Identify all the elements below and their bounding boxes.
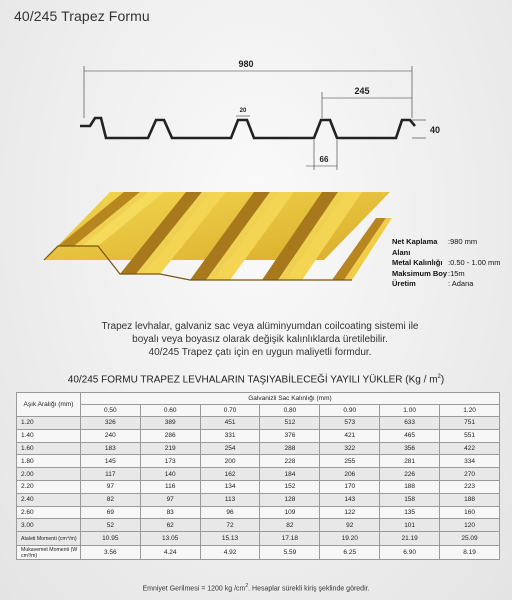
table-cell: 226 [380,468,440,481]
table-cell: 5.59 [260,546,320,560]
specs-list [392,237,501,290]
table-cell: 62 [140,519,200,532]
table-cell: 573 [320,417,380,430]
table-cell: 255 [320,455,380,468]
table-body [17,417,500,560]
table-cell: 183 [80,442,140,455]
table-cell: 633 [380,417,440,430]
table-cell: 17.18 [260,532,320,546]
table-row [17,442,500,455]
table-cell: 219 [140,442,200,455]
table-cell: 270 [440,468,500,481]
table-title-end: ) [440,374,445,386]
table-cell: 281 [380,455,440,468]
dim-rib-bottom-label: 66 [319,155,329,164]
table-cell: 465 [380,429,440,442]
row-label: Mukavemet Momenti (W cm³/m) [17,546,81,560]
spec-value: :0.50 - 1.00 mm [448,258,501,267]
footnote [0,583,512,592]
table-cell: 322 [320,442,380,455]
dim-height-label: 40 [430,125,441,135]
table-cell: 109 [260,506,320,519]
table-cell: 162 [200,468,260,481]
table-title [0,374,512,385]
table-row [17,546,500,560]
table-cell: 116 [140,480,200,493]
table-cell: 113 [200,493,260,506]
spec-value: :980 mm [448,237,478,246]
table-row [17,532,500,546]
table-cell: 4.92 [200,546,260,560]
thickness-header: 0.50 [80,405,140,417]
table-cell: 288 [260,442,320,455]
table-cell: 451 [200,417,260,430]
table-row [17,506,500,519]
description-line: Trapez levhalar, galvaniz sac veya alüminyumdan coilcoating sistemi ile [101,321,419,332]
table-cell: 135 [380,506,440,519]
row-label: 3.00 [17,519,81,532]
profile-drawing [0,40,512,180]
table-cell: 3.56 [80,546,140,560]
table-cell: 334 [440,455,500,468]
row-header: Aşık Aralığı (mm) [17,393,81,417]
table-cell: 389 [140,417,200,430]
trapezoid-sheet-illustration [40,188,392,288]
thickness-header: 0.70 [200,405,260,417]
table-row [17,493,500,506]
table-cell: 83 [140,506,200,519]
thickness-header-row [17,405,500,417]
spec-row [392,237,501,258]
table-cell: 128 [260,493,320,506]
table-row [17,417,500,430]
table-cell: 82 [80,493,140,506]
product-description [100,320,420,359]
table-cell: 4.24 [140,546,200,560]
table-cell: 184 [260,468,320,481]
table-cell: 286 [140,429,200,442]
table-cell: 97 [80,480,140,493]
table-cell: 200 [200,455,260,468]
table-cell: 69 [80,506,140,519]
table-cell: 173 [140,455,200,468]
spec-row [392,279,501,290]
table-cell: 15.13 [200,532,260,546]
thickness-header: 1.00 [380,405,440,417]
spec-value: : Adana [448,279,474,288]
table-title-text: 40/245 FORMU TRAPEZ LEVHALARIN TAŞIYABİLECEĞİ YAYILI YÜKLER (Kg / m [67,374,438,386]
table-cell: 117 [80,468,140,481]
row-label: 2.40 [17,493,81,506]
table-row [17,429,500,442]
row-label: 1.40 [17,429,81,442]
row-label: 1.80 [17,455,81,468]
table-cell: 134 [200,480,260,493]
group-header: Galvanizli Sac Kalınlığı (mm) [80,393,499,405]
table-cell: 82 [260,519,320,532]
table-cell: 145 [80,455,140,468]
table-cell: 228 [260,455,320,468]
table-cell: 376 [260,429,320,442]
table-cell: 152 [260,480,320,493]
thickness-header: 1.20 [440,405,500,417]
dim-rib-top-label: 20 [239,108,247,114]
table-cell: 72 [200,519,260,532]
table-cell: 206 [320,468,380,481]
thickness-header: 0.90 [320,405,380,417]
table-cell: 223 [440,480,500,493]
table-cell: 21.19 [380,532,440,546]
table-cell: 188 [380,480,440,493]
table-row [17,480,500,493]
dim-pitch-label: 245 [354,86,370,96]
table-cell: 6.90 [380,546,440,560]
table-cell: 254 [200,442,260,455]
footnote-sup: 2 [245,583,249,589]
row-label: 1.20 [17,417,81,430]
footnote-text: Emniyet Gerilmesi = 1200 kg /cm [142,585,246,593]
table-cell: 331 [200,429,260,442]
table-cell: 170 [320,480,380,493]
table-cell: 240 [80,429,140,442]
load-table [16,392,500,560]
row-label: 2.20 [17,480,81,493]
table-cell: 8.19 [440,546,500,560]
footnote-end: . Hesaplar sürekli kiriş şeklinde göredir. [248,585,370,593]
spec-label: Üretim [392,279,416,288]
table-cell: 6.25 [320,546,380,560]
row-label: 2.60 [17,506,81,519]
table-cell: 10.95 [80,532,140,546]
table-cell: 512 [260,417,320,430]
table-cell: 19.20 [320,532,380,546]
table-cell: 92 [320,519,380,532]
table-title-sup: 2 [437,374,441,380]
table-row [17,468,500,481]
table-cell: 751 [440,417,500,430]
page-title: 40/245 Trapez Formu [14,8,150,24]
table-cell: 158 [380,493,440,506]
table-cell: 551 [440,429,500,442]
table-cell: 120 [440,519,500,532]
table-cell: 356 [380,442,440,455]
table-cell: 188 [440,493,500,506]
row-label: Ataleti Momenti (cm⁴/m) [17,532,81,546]
table-cell: 97 [140,493,200,506]
spec-label: Maksimum Boy [392,268,448,278]
table-cell: 326 [80,417,140,430]
table-row [17,519,500,532]
table-cell: 140 [140,468,200,481]
thickness-header: 0.60 [140,405,200,417]
dim-total-label: 980 [238,59,254,69]
table-row [17,455,500,468]
trapezoid-profile [80,118,415,138]
spec-value: :15m [448,268,465,278]
table-cell: 52 [80,519,140,532]
table-cell: 160 [440,506,500,519]
table-cell: 96 [200,506,260,519]
spec-row [392,269,501,280]
description-line: 40/245 Trapez çatı için en uygun maliyetli formdur. [148,347,372,358]
spec-row [392,258,501,269]
table-cell: 122 [320,506,380,519]
table-cell: 422 [440,442,500,455]
spec-label: Metal Kalınlığı [392,258,443,267]
spec-label: Net Kaplama Alanı [392,237,438,257]
table-cell: 421 [320,429,380,442]
thickness-header: 0.80 [260,405,320,417]
table-cell: 101 [380,519,440,532]
table-cell: 25.09 [440,532,500,546]
row-label: 1.60 [17,442,81,455]
table-cell: 13.05 [140,532,200,546]
table-cell: 143 [320,493,380,506]
row-label: 2.00 [17,468,81,481]
description-line: boyalı veya boyasız olarak değişik kalınlıklarda üretilebilir. [132,334,388,345]
